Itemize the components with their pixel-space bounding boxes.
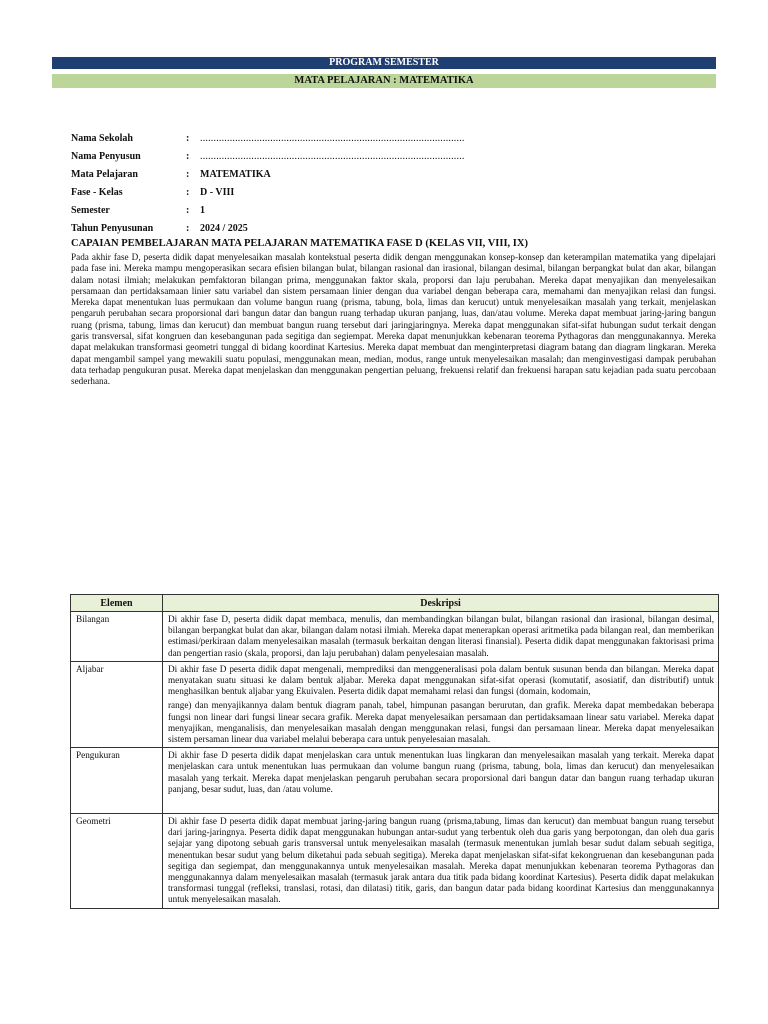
table-header-row [71, 595, 719, 612]
elemen-table [70, 594, 719, 909]
info-colon: : [186, 186, 190, 198]
info-value: 2024 / 2025 [200, 222, 248, 234]
info-row-year [71, 219, 671, 237]
elemen-cell: Pengukuran [71, 748, 163, 814]
info-colon: : [186, 132, 190, 144]
info-label: Semester [71, 204, 110, 216]
subject-title: MATA PELAJARAN : MATEMATIKA [52, 74, 716, 88]
info-colon: : [186, 222, 190, 234]
info-row-author [71, 147, 671, 165]
elemen-cell: Geometri [71, 814, 163, 909]
info-label: Nama Penyusun [71, 150, 141, 162]
elemen-cell: Aljabar [71, 661, 163, 747]
info-value: MATEMATIKA [200, 168, 271, 180]
deskripsi-cell [163, 661, 719, 747]
info-label: Fase - Kelas [71, 186, 123, 198]
deskripsi-cell: Di akhir fase D, peserta didik dapat membaca, menulis, dan membandingkan bilangan bulat, bilangan rasional dan irasional, bilangan desimal, bilangan berpangkat bulat dan akar, bilangan dalam notasi ilmiah. Mereka dapat menerapkan operasi aritmetika pada bilangan real, dan memberikan estimasi/perkiraan dalam menyelesaikan masalah (termasuk berkaitan dengan literasi finansial). Peserta didik dapat menggunakan faktorisasi prima dan pengertian rasio (skala, proporsi, dan laju perubahan) dalam penyelesaian masalah. [163, 612, 719, 662]
info-row-phase [71, 183, 671, 201]
deskripsi-cell: Di akhir fase D peserta didik dapat menjelaskan cara untuk menentukan luas lingkaran dan menyelesaikan masalah yang terkait. Mereka dapat menjelaskan cara untuk menentukan luas permukaan dan volume bangun ruang (prisma, tabung, bola, limas dan kerucut) dan menyelesaikan masalah yang terkait. Mereka dapat menjelaskan pengaruh perubahan secara proporsional dari bangun datar dan bangun ruang terhadap ukuran panjang, besar sudut, luas, dan /atau volume. [163, 748, 719, 814]
info-value: .................................................................................................. [200, 150, 465, 162]
table-row [71, 612, 719, 662]
table-row [71, 748, 719, 814]
deskripsi-paragraph: range) dan menyajikannya dalam bentuk diagram panah, tabel, himpunan pasangan berurutan, dan grafik. Mereka dapat membedakan beberapa fungsi non linear dari fungsi linear secara grafik. Mereka dapat menyelesaikan persamaan dan pertidaksamaan linear satu variabel. Mereka dapat menyajikan, menganalisis, dan menyelesaikan masalah dengan menggunakan relasi, fungsi dan persamaan linear. Mereka dapat menyelesaikan sistem persaman linear dua variabel melalui beberapa cara untuk penyelesaian masalah. [168, 700, 714, 745]
table-row [71, 661, 719, 747]
deskripsi-cell: Di akhir fase D peserta didik dapat membuat jaring-jaring bangun ruang (prisma,tabung, limas dan kerucut) dan membuat bangun ruang tersebut dari jaring-jaringnya. Peserta didik dapat menggunakan hubungan antar-sudut yang terbentuk oleh dua garis yang berpotongan, dan oleh dua garis sejajar yang dipotong sebuah garis transversal untuk menyelesaikan masalah (termasuk menentukan jumlah besar sudut dalam sebuah segitiga, menentukan besar sudut yang belum diketahui pada sebuah segitiga). Mereka dapat menjelaskan sifat-sifat kekongruenan dan kesebangunan pada segitiga dan segiempat, dan menggunakannya untuk menyelesaikan masalah. Mereka dapat menunjukkan kebenaran teorema Pythagoras dan menggunakannya dalam menyelesaikan masalah (termasuk jarak antara dua titik pada bidang koordinat Kartesius). Peserta didik dapat melakukan transformasi tunggal (refleksi, translasi, rotasi, dan dilatasi) titik, garis, dan bangun datar pada bidang koordinat Kartesius dan menggunakannya untuk menyelesaikan masalah. [163, 814, 719, 909]
info-value: .................................................................................................. [200, 132, 465, 144]
identity-block [71, 129, 671, 237]
info-colon: : [186, 150, 190, 162]
info-row-subject [71, 165, 671, 183]
info-value: D - VIII [200, 186, 235, 198]
header-elemen: Elemen [71, 595, 163, 612]
elemen-cell: Bilangan [71, 612, 163, 662]
info-colon: : [186, 204, 190, 216]
info-value: 1 [200, 204, 205, 216]
info-colon: : [186, 168, 190, 180]
capaian-text: Pada akhir fase D, peserta didik dapat menyelesaikan masalah kontekstual peserta didik dengan menggunakan konsep-konsep dan keterampilan matematika yang dipelajari pada fase ini. Mereka mampu mengoperasikan secara efisien bilangan bulat, bilangan rasional dan irasional, bilangan desimal, bilangan berpangkat bulat dan akar, bilangan dalam notasi ilmiah; melakukan pemfaktoran bilangan prima, menggunakan faktor skala, proporsi dan laju perubahan. Mereka dapat menyajikan dan menyelesaikan persamaan dan pertidaksamaan linier satu variabel dan sistem persamaan linier dengan dua variabel dengan beberapa cara, memahami dan menyajikan relasi dan fungsi. Mereka dapat menentukan luas permukaan dan volume bangun ruang (prisma, tabung, bola, limas dan kerucut) untuk menyelesaikan masalah yang terkait, menjelaskan pengaruh perubahan secara proporsional dari bangun datar dan bangun ruang terhadap ukuran panjang, luas, dan/atau volume. Mereka dapat membuat jaring-jaring bangun ruang (prisma, tabung, limas dan kerucut) dan membuat bangun ruang tersebut dari jaringjaringnya. Mereka dapat menggunakan sifat-sifat hubungan sudut terkait dengan garis transversal, sifat kongruen dan kesebangunan pada segitiga dan segiempat. Mereka dapat menunjukkan kebenaran teorema Pythagoras dan menggunakannya. Mereka dapat melakukan transformasi geometri tunggal di bidang koordinat Kartesius. Mereka dapat membuat dan menginterpretasi diagram batang dan diagram lingkaran. Mereka dapat mengambil sampel yang mewakili suatu populasi, menggunakan mean, median, modus, range untuk menyelesaikan masalah; dan menginvestigasi dampak perubahan data terhadap pengukuran pusat. Mereka dapat menjelaskan dan menggunakan pengertian peluang, frekuensi relatif dan frekuensi harapan satu kejadian pada suatu percobaan sederhana. [71, 252, 716, 387]
table-row [71, 814, 719, 909]
info-label: Nama Sekolah [71, 132, 133, 144]
info-label: Tahun Penyusunan [71, 222, 154, 234]
info-row-school [71, 129, 671, 147]
header-deskripsi: Deskripsi [163, 595, 719, 612]
info-row-semester [71, 201, 671, 219]
info-label: Mata Pelajaran [71, 168, 138, 180]
program-title: PROGRAM SEMESTER [52, 57, 716, 69]
deskripsi-paragraph: Di akhir fase D peserta didik dapat mengenali, memprediksi dan menggeneralisasi pola dalam bentuk susunan benda dan bilangan. Mereka dapat menyatakan suatu situasi ke dalam bentuk aljabar. Mereka dapat menggunakan sifat-sifat operasi (komutatif, asosiatif, dan distributif) untuk menghasilkan bentuk aljabar yang Ekuivalen. Peserta didik dapat memahami relasi dan fungsi (domain, kodomain, [168, 663, 714, 697]
capaian-title: CAPAIAN PEMBELAJARAN MATA PELAJARAN MATEMATIKA FASE D (KELAS VII, VIII, IX) [71, 238, 528, 249]
